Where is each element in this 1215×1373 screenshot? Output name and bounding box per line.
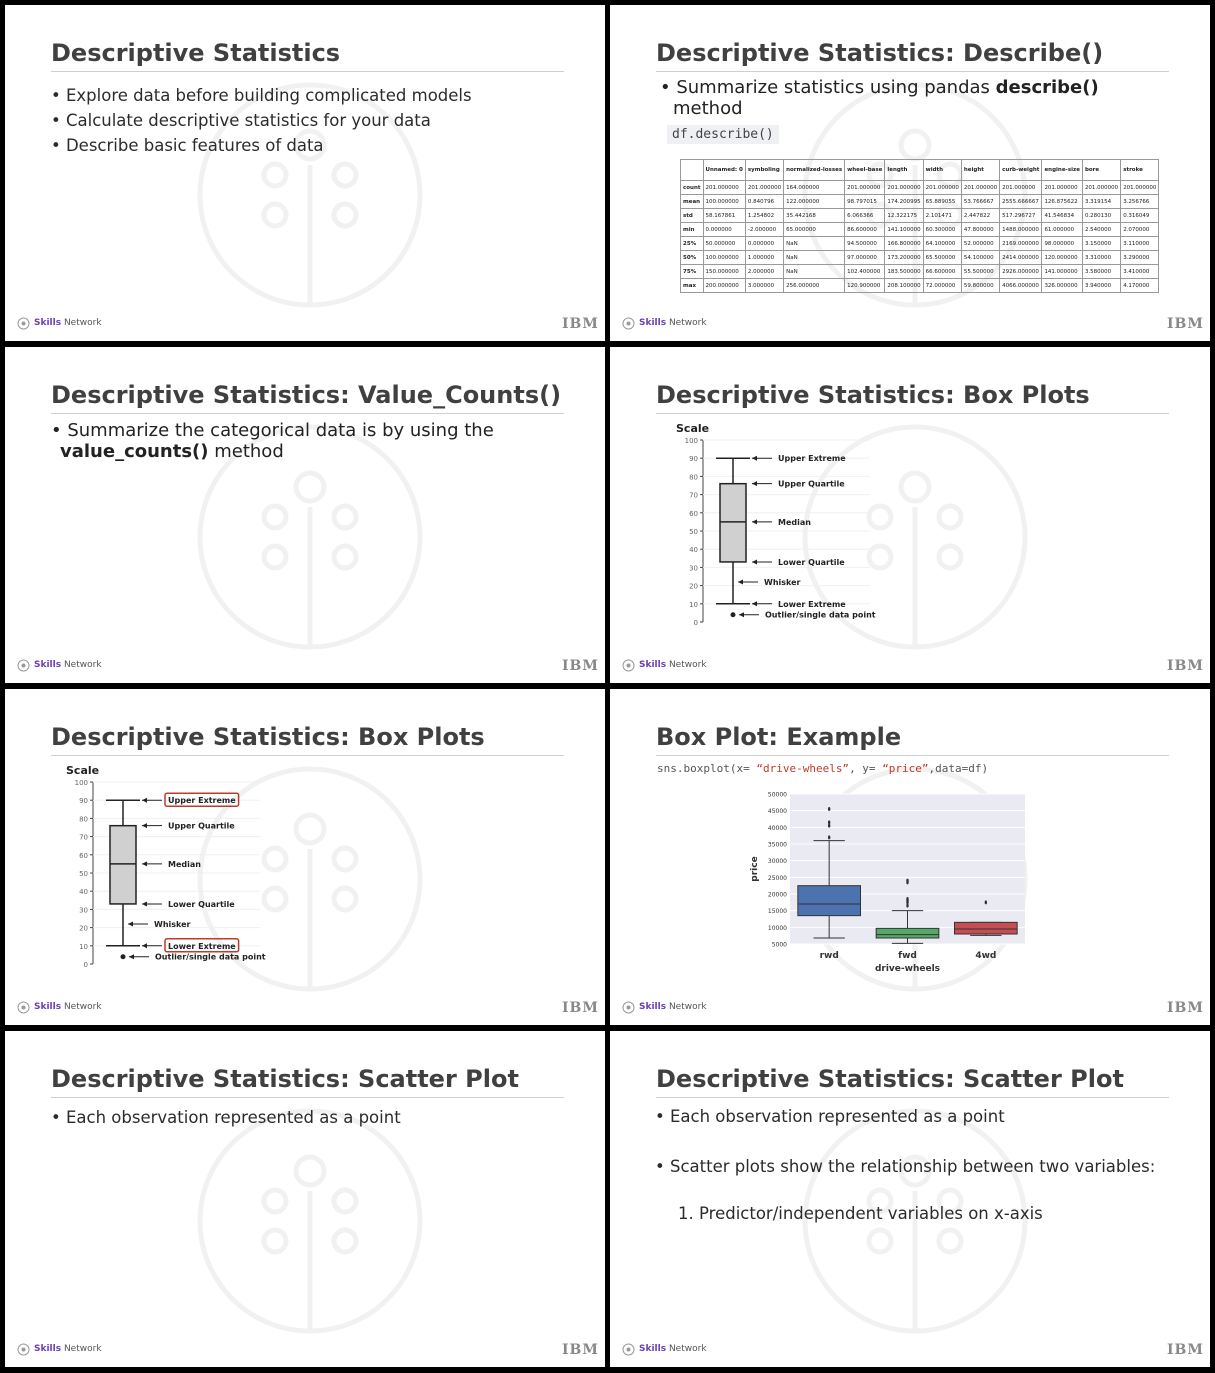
slide-title: Descriptive Statistics: Scatter Plot (51, 1065, 519, 1093)
scale-tick-label: 0 (83, 961, 88, 969)
outlier-point (906, 897, 908, 901)
table-cell: 4066.000000 (1000, 279, 1042, 293)
skills-network-icon (17, 1001, 30, 1014)
box-plot-diagram-group (676, 422, 876, 627)
bullet-item: • Calculate descriptive statistics for your data (51, 111, 431, 130)
table-cell: 65.500000 (923, 251, 961, 265)
table-cell: 201.000000 (923, 181, 961, 195)
scale-label: Scale (66, 764, 100, 777)
table-cell: 41.546834 (1042, 209, 1083, 223)
annotation-upper-extreme: Upper Extreme (778, 454, 846, 464)
y-tick-label: 30000 (767, 858, 787, 866)
arrow-head-icon (142, 943, 147, 948)
y-tick-label: 15000 (767, 908, 787, 916)
table-cell: 47.800000 (961, 223, 999, 237)
table-row-label: min (681, 223, 704, 237)
y-tick-label: 25000 (767, 874, 787, 882)
x-tick-label: 4wd (975, 951, 997, 961)
bullet-item: • Summarize the categorical data is by using the value_counts() method (51, 420, 494, 462)
box-plot-diagram-highlighted (60, 764, 340, 979)
table-cell: 3.310000 (1082, 251, 1120, 265)
table-cell: 200.000000 (703, 279, 745, 293)
title-divider (656, 1097, 1169, 1098)
tree-watermark-icon (190, 1101, 430, 1341)
table-header-row (681, 160, 1159, 181)
table-cell: 6.066366 (845, 209, 885, 223)
slide-1[interactable] (5, 5, 605, 341)
annotation-lower-quartile: Lower Quartile (168, 899, 235, 909)
ibm-logo: IBM (1167, 1342, 1204, 1358)
table-cell: 150.000000 (703, 265, 745, 279)
annotation-upper-quartile: Upper Quartile (168, 821, 235, 831)
arrow-head-icon (142, 901, 147, 906)
table-header-cell: engine-size (1042, 160, 1083, 181)
y-tick-label: 45000 (767, 808, 787, 816)
scale-tick-label: 20 (79, 924, 88, 933)
table-cell: 72.000000 (923, 279, 961, 293)
table-header-cell: bore (1082, 160, 1120, 181)
table-cell: 3.150000 (1082, 237, 1120, 251)
table-cell: 3.000000 (745, 279, 783, 293)
arrow-head-icon (739, 612, 744, 617)
annotation-median: Median (168, 859, 201, 869)
price-box-chart (745, 784, 1035, 984)
slide-8[interactable] (610, 1031, 1210, 1367)
table-cell: 126.875622 (1042, 195, 1083, 209)
quartile-box (110, 826, 136, 904)
table-cell: 100.000000 (703, 195, 745, 209)
scale-tick-label: 100 (684, 437, 698, 445)
table-cell: 0.280130 (1082, 209, 1120, 223)
numbered-item: 1. Predictor/independent variables on x-axis (678, 1204, 1043, 1223)
scale-tick-label: 50 (689, 528, 698, 536)
table-cell: 65.000000 (784, 223, 845, 237)
box-rwd (798, 886, 861, 916)
table-cell: 141.100000 (885, 223, 923, 237)
bullet-list (51, 83, 472, 158)
arrow-head-icon (738, 579, 743, 584)
table-cell: 1488.000000 (1000, 223, 1042, 237)
annotation-median: Median (778, 517, 811, 527)
y-tick-label: 10000 (767, 924, 787, 932)
table-cell: 12.322175 (885, 209, 923, 223)
table-cell: 2.070000 (1121, 223, 1159, 237)
title-divider (656, 413, 1169, 414)
annotation-outlier: Outlier/single data point (765, 610, 876, 620)
code-snippet: sns.boxplot(x= “drive-wheels”, y= “price”,data=df) (657, 762, 989, 775)
scale-tick-label: 60 (79, 851, 88, 860)
scale-tick-label: 30 (689, 564, 698, 573)
table-cell: 86.600000 (845, 223, 885, 237)
slide-title: Descriptive Statistics (51, 39, 341, 67)
table-header-cell: wheel-base (845, 160, 885, 181)
table-cell: 4.170000 (1121, 279, 1159, 293)
table-header-cell: Unnamed: 0 (703, 160, 745, 181)
slide-title: Descriptive Statistics: Value_Counts() (51, 381, 562, 409)
slide-7[interactable] (5, 1031, 605, 1367)
scale-tick-label: 40 (79, 888, 88, 897)
table-cell: 60.300000 (923, 223, 961, 237)
code-snippet: df.describe() (667, 125, 779, 144)
y-tick-label: 5000 (771, 941, 787, 949)
annotation-outlier: Outlier/single data point (155, 952, 266, 962)
table-cell: 201.000000 (885, 181, 923, 195)
table-cell: NaN (784, 265, 845, 279)
arrow-head-icon (142, 823, 147, 828)
box-4wd (955, 922, 1018, 934)
slide-title: Descriptive Statistics: Box Plots (656, 381, 1090, 409)
skills-network-icon (622, 317, 635, 330)
scale-tick-label: 80 (79, 815, 88, 824)
table-row (681, 195, 1159, 209)
table-cell: 517.296727 (1000, 209, 1042, 223)
arrow-head-icon (752, 519, 757, 524)
table-cell: 55.500000 (961, 265, 999, 279)
title-divider (51, 755, 564, 756)
table-cell: 98.797015 (845, 195, 885, 209)
title-divider (51, 413, 564, 414)
table-cell: 35.442168 (784, 209, 845, 223)
y-tick-label: 20000 (767, 891, 787, 899)
table-cell: 2.000000 (745, 265, 783, 279)
table-row (681, 251, 1159, 265)
ibm-logo: IBM (562, 1000, 599, 1016)
table-cell: 3.290000 (1121, 251, 1159, 265)
footer-brand: Skills Network (34, 1002, 102, 1012)
annotation-lower-extreme: Lower Extreme (168, 941, 236, 951)
outlier-point (906, 879, 908, 883)
slide-5[interactable] (5, 689, 605, 1025)
table-cell: 183.500000 (885, 265, 923, 279)
table-cell: 164.000000 (784, 181, 845, 195)
scale-tick-label: 70 (689, 491, 698, 500)
table-cell: 0.840796 (745, 195, 783, 209)
footer-brand: Skills Network (639, 318, 707, 328)
scale-tick-label: 70 (79, 833, 88, 842)
scale-tick-label: 40 (689, 546, 698, 555)
table-row (681, 237, 1159, 251)
title-divider (656, 755, 1169, 756)
skills-network-icon (622, 1001, 635, 1014)
table-row (681, 223, 1159, 237)
table-cell: 61.000000 (1042, 223, 1083, 237)
table-cell: 0.000000 (745, 237, 783, 251)
table-row-label: std (681, 209, 704, 223)
table-header-cell: height (961, 160, 999, 181)
annotation-lower-quartile: Lower Quartile (778, 557, 845, 567)
table-cell: 0.000000 (703, 223, 745, 237)
y-tick-label: 40000 (767, 824, 787, 832)
table-row-label: mean (681, 195, 704, 209)
bullet-item: • Each observation represented as a point (655, 1107, 1005, 1126)
table-cell: 2926.000000 (1000, 265, 1042, 279)
skills-network-icon (17, 1343, 30, 1356)
table-header-cell: length (885, 160, 923, 181)
table-cell: 201.000000 (745, 181, 783, 195)
bullet-item: • Summarize statistics using pandas describe() method (660, 77, 1099, 119)
table-cell: -2.000000 (745, 223, 783, 237)
scale-tick-label: 60 (689, 509, 698, 518)
table-cell: 58.167861 (703, 209, 745, 223)
y-axis-label: price (750, 856, 760, 882)
table-row-label: max (681, 279, 704, 293)
ibm-logo: IBM (1167, 658, 1204, 674)
table-cell: 174.200995 (885, 195, 923, 209)
table-cell: 2414.000000 (1000, 251, 1042, 265)
slide-4[interactable] (610, 347, 1210, 683)
table-cell: 66.600000 (923, 265, 961, 279)
table-cell: 2169.000000 (1000, 237, 1042, 251)
footer-brand: Skills Network (639, 1002, 707, 1012)
bullet-item: • Each observation represented as a point (51, 1108, 401, 1127)
title-divider (51, 71, 564, 72)
table-cell: 3.940000 (1082, 279, 1120, 293)
table-cell: 3.256766 (1121, 195, 1159, 209)
table-cell: 64.100000 (923, 237, 961, 251)
annotation-upper-extreme: Upper Extreme (168, 796, 236, 806)
bullet-list (51, 1105, 401, 1130)
quartile-box (720, 484, 746, 562)
arrow-head-icon (752, 456, 757, 461)
table-cell: 256.000000 (784, 279, 845, 293)
table-row (681, 279, 1159, 293)
table-row-label: count (681, 181, 704, 195)
slide-title: Descriptive Statistics: Scatter Plot (656, 1065, 1124, 1093)
slide-title: Descriptive Statistics: Box Plots (51, 723, 485, 751)
bullet-item: • Scatter plots show the relationship between two variables: (655, 1157, 1156, 1176)
scale-tick-label: 0 (693, 619, 698, 627)
table-header-cell: curb-weight (1000, 160, 1042, 181)
bullet-item: • Describe basic features of data (51, 136, 324, 155)
footer-brand: Skills Network (639, 660, 707, 670)
footer-brand: Skills Network (34, 318, 102, 328)
table-cell: NaN (784, 237, 845, 251)
scale-tick-label: 80 (689, 473, 698, 482)
table-cell: 3.110000 (1121, 237, 1159, 251)
skills-network-icon (622, 1343, 635, 1356)
table-header-cell: symboling (745, 160, 783, 181)
table-cell: 0.316049 (1121, 209, 1159, 223)
table-cell: 3.319154 (1082, 195, 1120, 209)
ibm-logo: IBM (562, 1342, 599, 1358)
table-cell: 201.000000 (1042, 181, 1083, 195)
title-divider (656, 71, 1169, 72)
table-header-cell: width (923, 160, 961, 181)
x-axis-label: drive-wheels (874, 964, 941, 974)
table-cell: 3.580000 (1082, 265, 1120, 279)
annotation-upper-quartile: Upper Quartile (778, 479, 845, 489)
ibm-logo: IBM (1167, 316, 1204, 332)
arrow-head-icon (129, 954, 134, 959)
ibm-logo: IBM (1167, 1000, 1204, 1016)
table-row-label: 50% (681, 251, 704, 265)
table-cell: 3.410000 (1121, 265, 1159, 279)
table-row-label: 25% (681, 237, 704, 251)
table-cell: 97.000000 (845, 251, 885, 265)
table-cell: 201.000000 (845, 181, 885, 195)
footer-brand: Skills Network (639, 1344, 707, 1354)
table-cell: 2555.666667 (1000, 195, 1042, 209)
scale-label: Scale (676, 422, 710, 435)
table-header-cell: normalized-losses (784, 160, 845, 181)
scale-tick-label: 50 (79, 870, 88, 878)
slide-3[interactable] (5, 347, 605, 683)
scale-tick-label: 90 (79, 797, 88, 806)
outlier-point (121, 954, 126, 959)
outlier-point (828, 807, 830, 811)
table-cell: 166.800000 (885, 237, 923, 251)
table-cell: 201.000000 (1121, 181, 1159, 195)
slide-title: Descriptive Statistics: Describe() (656, 39, 1104, 67)
scale-tick-label: 20 (689, 582, 698, 591)
box-plot-diagram-group (66, 764, 266, 969)
box-fwd (876, 928, 939, 938)
table-row-label: 75% (681, 265, 704, 279)
skills-network-icon (17, 659, 30, 672)
table-cell: 59.800000 (961, 279, 999, 293)
x-tick-label: rwd (819, 951, 839, 961)
table-cell: 98.000000 (1042, 237, 1083, 251)
arrow-head-icon (142, 861, 147, 866)
table-cell: 2.540000 (1082, 223, 1120, 237)
table-cell: 100.000000 (703, 251, 745, 265)
table-cell: 50.000000 (703, 237, 745, 251)
table-header-cell (681, 160, 704, 181)
table-cell: 94.500000 (845, 237, 885, 251)
annotation-whisker: Whisker (154, 919, 191, 929)
title-divider (51, 1097, 564, 1098)
bullet-item: • Explore data before building complicated models (51, 86, 472, 105)
x-tick-label: fwd (898, 951, 917, 961)
annotation-whisker: Whisker (764, 577, 801, 587)
table-row (681, 181, 1159, 195)
table-cell: 141.000000 (1042, 265, 1083, 279)
table-row (681, 209, 1159, 223)
table-cell: 326.000000 (1042, 279, 1083, 293)
skills-network-icon (17, 317, 30, 330)
slide-6[interactable] (610, 689, 1210, 1025)
table-cell: 208.100000 (885, 279, 923, 293)
y-tick-label: 35000 (767, 841, 787, 849)
table-cell: 52.000000 (961, 237, 999, 251)
scale-tick-label: 30 (79, 906, 88, 915)
arrow-head-icon (752, 559, 757, 564)
table-cell: 120.000000 (1042, 251, 1083, 265)
table-cell: 122.000000 (784, 195, 845, 209)
table-cell: 2.447822 (961, 209, 999, 223)
outlier-point (828, 835, 830, 839)
ibm-logo: IBM (562, 316, 599, 332)
skills-network-icon (622, 659, 635, 672)
table-cell: 2.101471 (923, 209, 961, 223)
slide-title: Box Plot: Example (656, 723, 902, 751)
outlier-point (985, 900, 987, 904)
scale-tick-label: 90 (689, 455, 698, 464)
outlier-point (731, 612, 736, 617)
arrow-head-icon (128, 921, 133, 926)
table-cell: 1.254802 (745, 209, 783, 223)
table-cell: 1.000000 (745, 251, 783, 265)
outlier-point (828, 820, 830, 824)
scale-tick-label: 100 (74, 779, 88, 787)
ibm-logo: IBM (562, 658, 599, 674)
table-cell: 201.000000 (961, 181, 999, 195)
table-header-cell: stroke (1121, 160, 1159, 181)
box-plot-diagram (670, 422, 950, 637)
table-cell: 54.100000 (961, 251, 999, 265)
table-cell: 65.889055 (923, 195, 961, 209)
describe-table (680, 159, 1159, 293)
slide-2[interactable] (610, 5, 1210, 341)
arrow-head-icon (752, 601, 757, 606)
table-cell: NaN (784, 251, 845, 265)
footer-brand: Skills Network (34, 660, 102, 670)
table-cell: 201.000000 (1082, 181, 1120, 195)
arrow-head-icon (142, 798, 147, 803)
table-cell: 201.000000 (703, 181, 745, 195)
footer-brand: Skills Network (34, 1344, 102, 1354)
table-cell: 120.900000 (845, 279, 885, 293)
table-cell: 201.000000 (1000, 181, 1042, 195)
table-cell: 173.200000 (885, 251, 923, 265)
table-cell: 102.400000 (845, 265, 885, 279)
y-tick-label: 50000 (767, 791, 787, 799)
scale-tick-label: 10 (79, 942, 88, 951)
arrow-head-icon (752, 481, 757, 486)
table-cell: 53.766667 (961, 195, 999, 209)
scale-tick-label: 10 (689, 600, 698, 609)
annotation-lower-extreme: Lower Extreme (778, 599, 846, 609)
table-row (681, 265, 1159, 279)
